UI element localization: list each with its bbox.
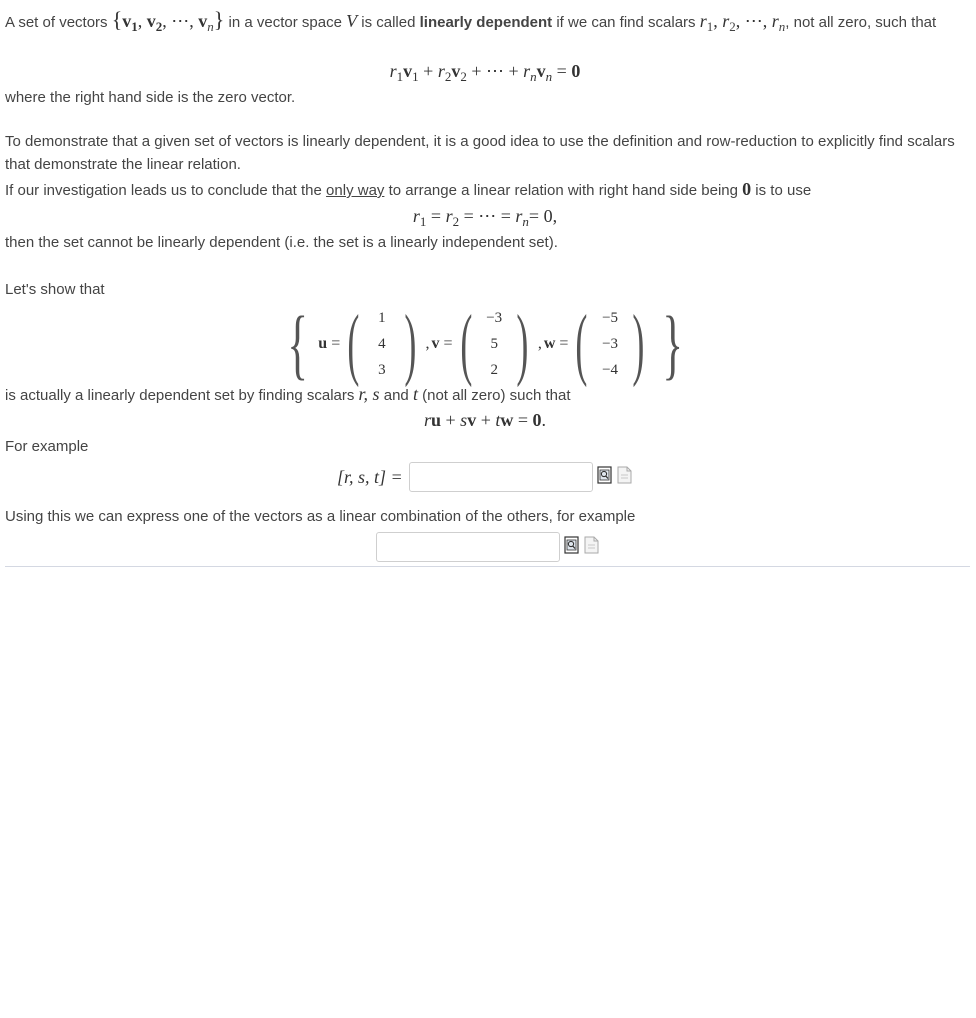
answer-input-rst[interactable]	[409, 462, 593, 492]
intro-paragraph: A set of vectors {v1, v2, ⋯, vn} in a vector space V is called linearly dependent if we can find scalars r1, r2, ⋯, rn, not all zero, such that	[5, 7, 937, 34]
then-paragraph: then the set cannot be linearly dependent (i.e. the set is a linearly independent set).	[5, 234, 558, 251]
preview-icon[interactable]	[564, 536, 580, 558]
bold-term: linearly dependent	[419, 14, 553, 31]
syntax-help-icon[interactable]	[617, 466, 633, 488]
syntax-help-icon[interactable]	[584, 536, 600, 558]
where-paragraph: where the right hand side is the zero vector.	[5, 89, 296, 106]
only-way-link[interactable]: only way	[326, 182, 385, 199]
vector-v: v = ( −3 5 2 )	[431, 300, 529, 388]
demo-paragraph: To demonstrate that a given set of vectors is linearly dependent, it is a good idea to use the definition and row-reduction to explicitly find scalars that demonstrate the linear relation.	[5, 133, 955, 173]
vector-u: u = ( 1 4 3 )	[318, 300, 417, 388]
answer-row-2	[376, 531, 600, 563]
if-paragraph: If our investigation leads us to conclude that the only way to arrange a linear relation with right hand side being 0 is to use	[5, 179, 812, 199]
equation-all-zero: $r_1 = r_2$ = ⋯ = $r_n= 0$,	[412, 206, 558, 229]
actually-paragraph: is actually a linearly dependent set by finding scalars r, s and t (not all zero) such that	[5, 384, 571, 404]
vector-w: w = ( −5 −3 −4 )	[543, 300, 645, 388]
vector-set: { u = ( 1 4 3 ) , v = ( −3 5 2 ) , w = ( −5 −3 −4 ) }	[287, 300, 683, 388]
preview-icon[interactable]	[597, 466, 613, 488]
using-paragraph: Using this we can express one of the vectors as a linear combination of the others, for example	[5, 508, 636, 525]
section-divider	[5, 566, 970, 567]
for-example-paragraph: For example	[5, 438, 89, 455]
equation-relation: ru + sv + tw = 0.	[423, 410, 547, 430]
answer-1-label: [r, s, t] =	[337, 466, 403, 487]
answer-row-1	[337, 461, 633, 493]
answer-input-linear-combination[interactable]	[376, 532, 560, 562]
equation-linear-combination: $r_1v_1 + r_2v_2$ + ⋯ + $r_nv_n = 0$	[389, 61, 581, 84]
lets-paragraph: Let's show that	[5, 281, 105, 298]
